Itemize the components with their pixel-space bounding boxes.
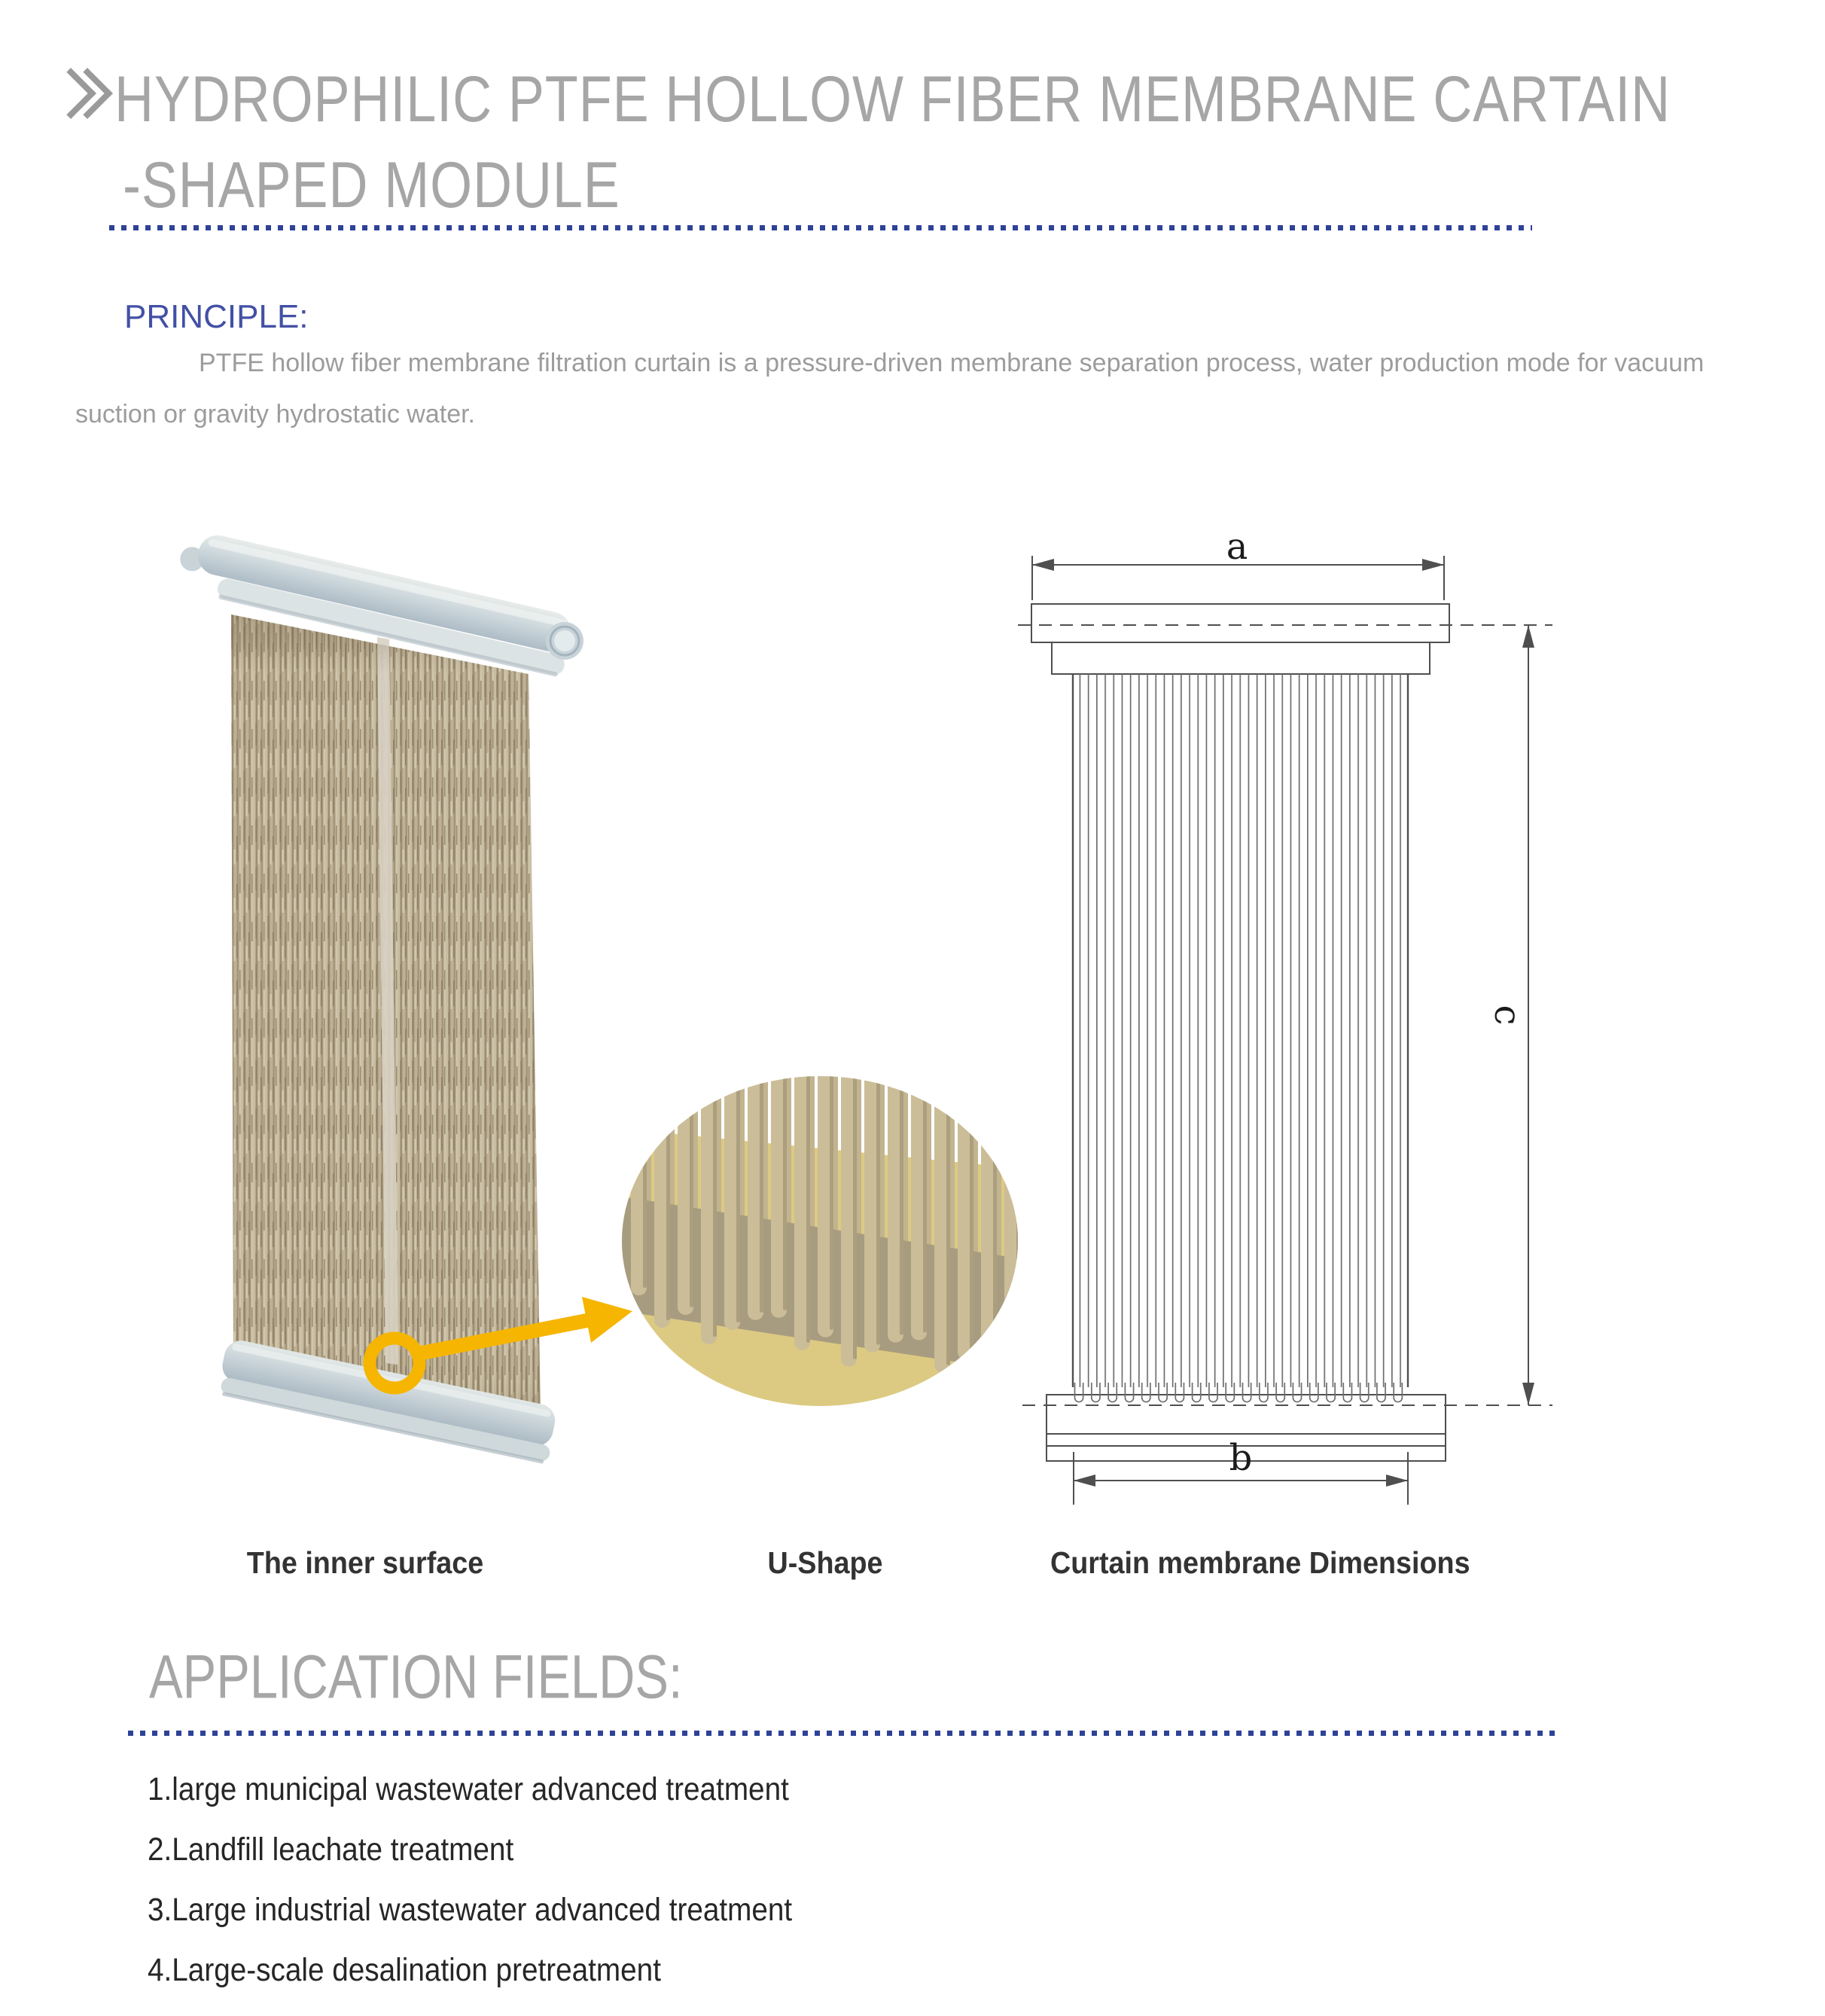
application-item-4: 4.Large-scale desalination pretreatment [148,1952,661,1988]
dimension-label-a: a [1226,526,1248,568]
application-item-3: 3.Large industrial wastewater advanced treatment [148,1892,793,1928]
dimension-label-c: c [1486,1005,1528,1026]
magnifier-arrow-head-icon [582,1297,632,1343]
drawing-bottom-header [1047,1395,1446,1434]
principle-paragraph: PTFE hollow fiber membrane filtration curtain is a pressure-driven membrane separation process, water production mode for vacuum suction or gravity hydrostatic water. [75,349,1705,429]
page-title-line2: -SHAPED MODULE [123,148,620,221]
application-fields-heading: APPLICATION FIELDS: [149,1642,683,1712]
dimension-label-b: b [1229,1437,1253,1479]
application-dotted-divider [128,1731,1558,1736]
drawing-fiber-bundle [1073,674,1408,1387]
curtain-dimension-drawing [1018,556,1552,1505]
caption-inner-surface: The inner surface [246,1545,484,1580]
module-port-opening [546,622,583,660]
caption-u-shape: U-Shape [767,1545,883,1580]
double-chevron-icon [53,69,105,114]
membrane-module-3d-illustration [178,528,632,1465]
figure-illustrations [0,467,1825,1536]
application-item-1: 1.large municipal wastewater advanced treatment [148,1771,789,1807]
application-item-2: 2.Landfill leachate treatment [148,1831,514,1868]
page-title-line1: HYDROPHILIC PTFE HOLLOW FIBER MEMBRANE CARTAIN [114,63,1671,136]
principle-heading: PRINCIPLE: [124,298,309,335]
caption-dimensions: Curtain membrane Dimensions [1050,1545,1470,1580]
drawing-top-bar [1031,604,1449,642]
title-dotted-divider [109,225,1532,230]
curtain-shading [226,610,550,1420]
u-shape-detail-lens [617,1047,1025,1416]
drawing-top-header [1052,642,1430,674]
